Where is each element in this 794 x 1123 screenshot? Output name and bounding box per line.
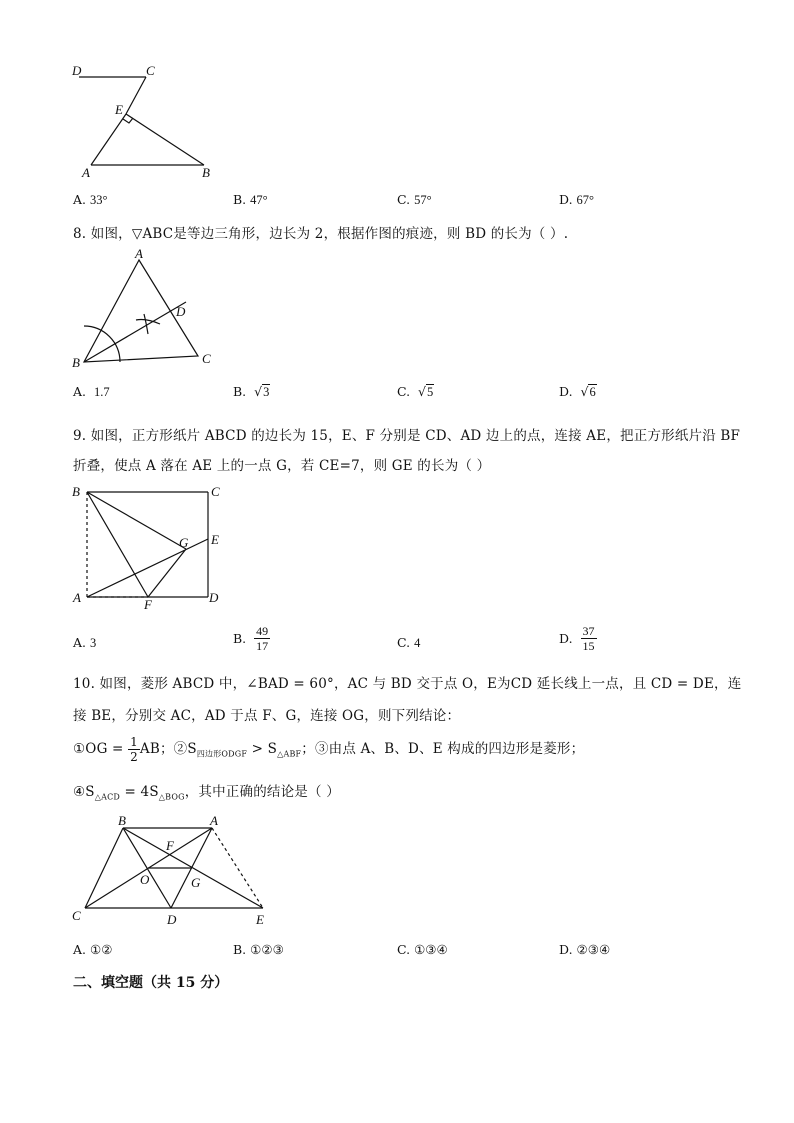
q10-option-b[interactable]: B. ①②③ [233, 942, 284, 957]
fraction: $\frac{37}{15}$ [582, 624, 595, 653]
q8-option-c[interactable]: C. √5 [397, 384, 434, 399]
q10-label-o: O [140, 872, 150, 887]
q7-option-a[interactable]: A. 33° [73, 192, 108, 207]
q10-label-a: A [210, 813, 218, 828]
q8-label-b: B [72, 355, 80, 370]
q8-figure [66, 246, 226, 376]
sqrt-symbol-icon: √6 [580, 384, 596, 399]
q10-label-e: E [256, 912, 264, 927]
q9-option-b[interactable]: B. $\frac{49}{17}$ [233, 624, 269, 653]
q9-label-d: D [209, 590, 219, 605]
q7-options [73, 192, 713, 214]
q9-label-f: F [144, 597, 152, 612]
area-subscript: △BOG [158, 792, 185, 802]
q10-label-b: B [118, 813, 126, 828]
q9-label-e: E [211, 532, 219, 547]
q10-statements-line2 [73, 780, 340, 802]
q10-figure [66, 812, 286, 930]
q9-figure [66, 482, 236, 612]
q9-option-c[interactable]: C. 4 [397, 635, 421, 650]
equals-text: = 4S [120, 784, 159, 800]
q7-label-a: A [82, 165, 90, 180]
q8-options [73, 384, 713, 406]
q10-option-d[interactable]: D. ②③④ [559, 942, 611, 957]
q7-label-c: C [146, 63, 155, 78]
fraction: $\frac{1}{2}$ [130, 735, 138, 764]
q10-label-d: D [167, 912, 177, 927]
q8-label-c: C [202, 351, 211, 366]
q9-label-g: G [179, 535, 189, 550]
q7-option-b[interactable]: B. 47° [233, 192, 268, 207]
statement-4-text: ④S [73, 784, 95, 800]
q8-label-d: D [176, 304, 186, 319]
sqrt-symbol-icon: √5 [418, 384, 434, 399]
area-subscript: △ABF [277, 749, 302, 759]
q7-figure [66, 62, 226, 182]
area-subscript: △ACD [94, 792, 121, 802]
q10-question-line1: 10. 如图，菱形 ABCD 中，∠BAD = 60°，AC 与 BD 交于点 O，E为CD 延长线上一点，且 CD = DE，连 [73, 676, 742, 692]
q9-options [73, 624, 713, 664]
q8-question-text: 8. 如图，▽ABC是等边三角形，边长为 2，根据作图的痕迹，则 BD 的长为（ ）. [73, 226, 569, 242]
q10-label-c: C [72, 908, 81, 923]
q7-option-c[interactable]: C. 57° [397, 192, 432, 207]
q9-label-a: A [73, 590, 81, 605]
q9-question-line2: 折叠，使点 A 落在 AE 上的一点 G，若 CE=7，则 GE 的长为（ ） [73, 458, 491, 474]
statement-3-text: ；③由点 A、B、D、E 构成的四边形是菱形； [301, 741, 585, 757]
greater-than-text: > S [247, 741, 278, 757]
q7-label-d: D [72, 63, 82, 78]
q10-label-f: F [166, 838, 174, 853]
q10-option-a[interactable]: A. ①② [73, 942, 113, 957]
q10-question-line2: 接 BE，分别交 AC，AD 于点 F、G，连接 OG，则下列结论： [73, 708, 461, 724]
q9-label-b: B [72, 484, 80, 499]
q8-option-d[interactable]: D. √6 [559, 384, 596, 399]
q7-option-d[interactable]: D. 67° [559, 192, 595, 207]
q9-question-line1: 9. 如图，正方形纸片 ABCD 的边长为 15，E、F 分别是 CD、AD 边上的点，连接 AE，把正方形纸片沿 BF [73, 428, 741, 444]
q8-option-a[interactable]: A. 1.7 [73, 384, 110, 399]
q7-label-b: B [202, 165, 210, 180]
q8-option-b[interactable]: B. √3 [233, 384, 270, 399]
q10-options [73, 942, 713, 964]
sqrt-symbol-icon: √3 [254, 384, 270, 399]
q10-option-c[interactable]: C. ①③④ [397, 942, 448, 957]
q9-option-d[interactable]: D. $\frac{37}{15}$ [559, 624, 595, 653]
section-title-fill-in-blank: 二、填空题（共 15 分） [73, 975, 229, 991]
q10-label-g: G [191, 875, 201, 890]
q9-label-c: C [211, 484, 220, 499]
fraction: $\frac{49}{17}$ [256, 624, 269, 653]
q9-option-a[interactable]: A. 3 [73, 635, 97, 650]
area-subscript: 四边形ODGF [196, 749, 248, 759]
statement-2-text: AB；②S [139, 741, 197, 757]
question-tail-text: ，其中正确的结论是（ ） [184, 784, 340, 800]
q7-label-e: E [115, 102, 123, 117]
statement-1-text: ①OG = [73, 741, 124, 757]
q8-label-a: A [135, 246, 143, 261]
q10-statements-line1 [73, 732, 584, 766]
